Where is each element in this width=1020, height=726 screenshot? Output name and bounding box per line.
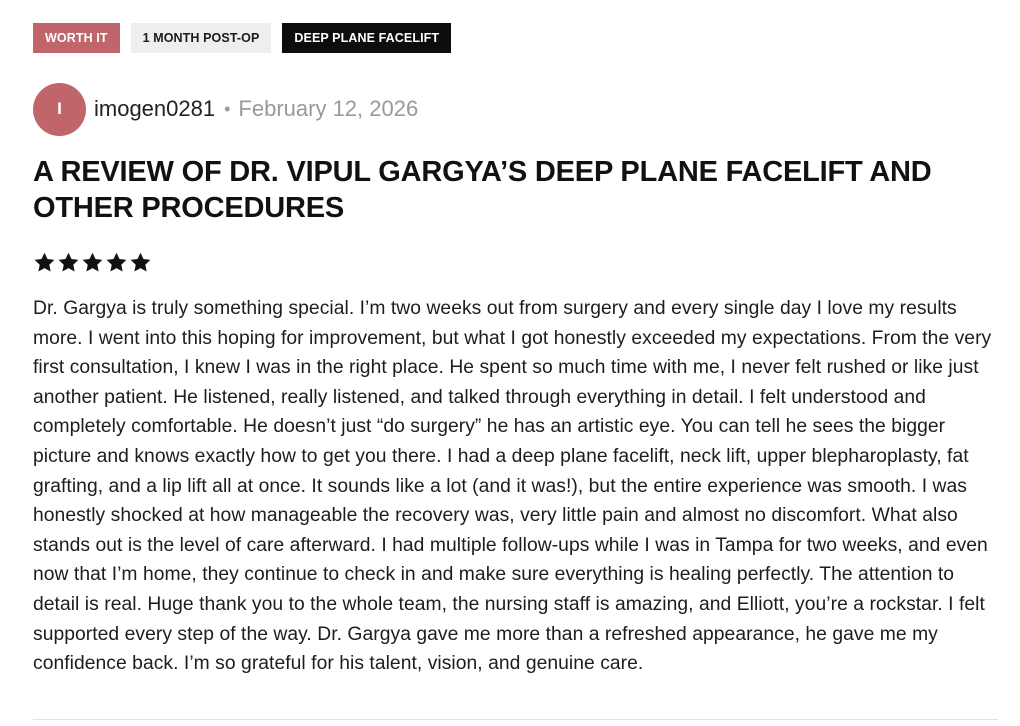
star-icon: [33, 251, 56, 274]
divider: [33, 719, 998, 720]
time-since-tag: 1 MONTH POST-OP: [131, 23, 272, 53]
procedure-tag[interactable]: DEEP PLANE FACELIFT: [282, 23, 451, 53]
author-username[interactable]: imogen0281: [94, 96, 216, 121]
review-body: Dr. Gargya is truly something special. I’m two weeks out from surgery and every single day I love my results more. I went into this hoping for improvement, but what I got honestly exceeded my expectations. From the very first consultation, I knew I was in the right place. He spent so much time with me, I never felt rushed or like just another patient. He listened, really listened, and talked through everything in detail. I felt understood and completely comfortable. He doesn’t just “do surgery” he has an artistic eye. You can tell he sees the bigger picture and knows exactly how to get you there. I had a deep plane facelift, neck lift, upper blepharoplasty, fat grafting, and a lip lift all at once. It sounds like a lot (and it was!), but the entire experience was smooth. I was honestly shocked at how manageable the recovery was, very little pain and almost no discomfort. What also stands out is the level of care afterward. I had multiple follow-ups while I was in Tampa for two weeks, and even now that I’m home, they continue to check in and make sure everything is healing perfectly. The attention to detail is real. Huge thank you to the whole team, the nursing staff is amazing, and Elliott, you’re a rockstar. I felt supported every step of the way. Dr. Gargya gave me more than a refreshed appearance, he gave me my confidence back. I’m so grateful for his talent, vision, and genuine care.: [33, 298, 992, 675]
star-icon: [105, 251, 128, 274]
worth-it-tag: WORTH IT: [33, 23, 120, 53]
review-tags: [33, 23, 998, 53]
review-card: [33, 23, 998, 679]
star-icon: [129, 251, 152, 274]
star-icon: [81, 251, 104, 274]
star-icon: [57, 251, 80, 274]
review-title: A REVIEW OF DR. VIPUL GARGYA’S DEEP PLANE FACELIFT AND OTHER PROCEDURES: [33, 156, 932, 224]
separator-dot: •: [224, 98, 231, 119]
avatar[interactable]: I: [33, 83, 86, 136]
author-row: [33, 82, 998, 136]
review-date: February 12, 2026: [238, 96, 419, 121]
star-rating: [33, 248, 998, 276]
